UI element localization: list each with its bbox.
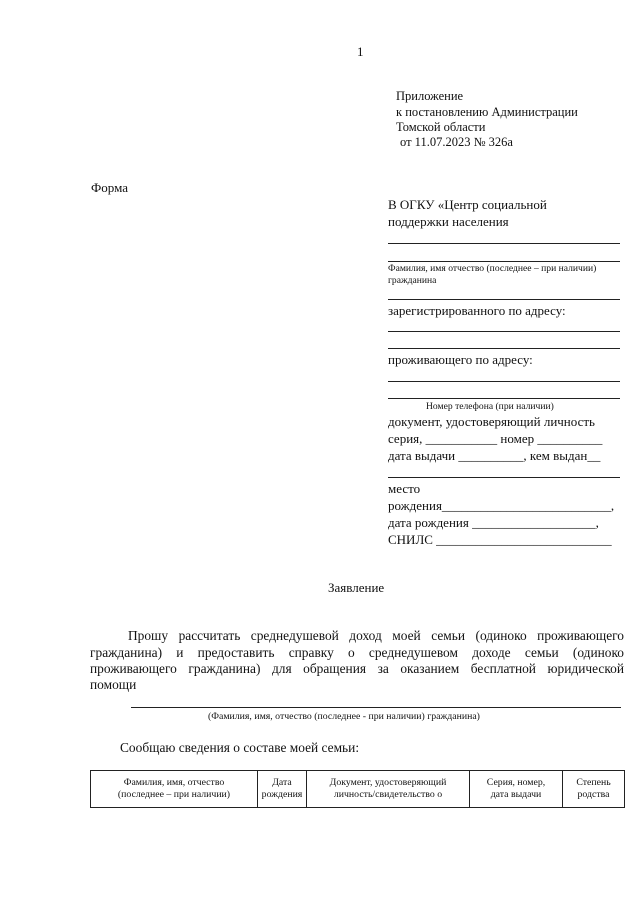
issue-date-field: дата выдачи __________, кем выдан__ <box>388 448 601 463</box>
header-fio-line-1: Фамилия, имя, отчество <box>123 777 225 788</box>
header-relation-line-2: родства <box>577 789 610 800</box>
form-label: Форма <box>91 180 128 195</box>
blank-line-1 <box>388 299 620 300</box>
document-title: Заявление <box>328 580 385 595</box>
birthdate-field: дата рождения ___________________, <box>388 515 599 530</box>
header-birthdate-line-1: Дата <box>272 777 292 788</box>
phone-line <box>388 398 620 399</box>
applicant-fio-line <box>131 707 621 708</box>
applicant-fio-caption: (Фамилия, имя, отчество (последнее - при наличии) гражданина) <box>208 711 480 722</box>
recipient-line-2: поддержки населения <box>388 214 509 229</box>
header-fio-line-2: (последнее – при наличии) <box>117 789 231 800</box>
phone-caption: Номер телефона (при наличии) <box>426 401 554 412</box>
header-birthdate-line-2: рождения <box>261 789 303 800</box>
header-series-line-1: Серия, номер, <box>486 777 546 788</box>
birthplace-field: рождения__________________________, <box>388 498 615 513</box>
fio-line-2 <box>388 261 620 262</box>
family-table-header-row <box>91 771 625 808</box>
document-label: документ, удостоверяющий личность <box>388 414 595 429</box>
header-series <box>470 771 563 808</box>
registered-address-label: зарегистрированного по адресу: <box>388 303 566 318</box>
living-address-line-1 <box>388 381 620 382</box>
body-line-1: Прошу рассчитать среднедушевой доход моей семьи (одиноко проживающего <box>128 628 624 643</box>
header-series-line-2: дата выдачи <box>490 789 542 800</box>
issued-by-line <box>388 477 620 478</box>
page-number: 1 <box>357 44 364 59</box>
header-relation <box>563 771 625 808</box>
family-table <box>90 770 625 808</box>
header-relation-line-1: Степень <box>576 777 611 788</box>
header-fio <box>91 771 258 808</box>
body-line-4: помощи <box>90 677 137 692</box>
header-birthdate <box>258 771 307 808</box>
fio-line-1 <box>388 243 620 244</box>
family-intro: Сообщаю сведения о составе моей семьи: <box>120 740 360 755</box>
header-document <box>307 771 470 808</box>
header-line-4: от 11.07.2023 № 326а <box>400 135 513 149</box>
registered-address-line-2 <box>388 348 620 349</box>
header-line-3: Томской области <box>396 120 486 134</box>
series-number-field: серия, ___________ номер __________ <box>388 431 603 446</box>
header-line-1: Приложение <box>396 89 464 103</box>
body-line-3: проживающего гражданина) для обращения за оказанием бесплатной юридической <box>90 661 624 676</box>
snils-field: СНИЛС ___________________________ <box>388 532 612 547</box>
fio-caption-1: Фамилия, имя отчество (последнее – при наличии) <box>388 263 597 274</box>
header-line-2: к постановлению Администрации <box>396 105 578 119</box>
living-address-label: проживающего по адресу: <box>388 352 533 367</box>
header-document-line-1: Документ, удостоверяющий <box>329 777 447 788</box>
recipient-line-1: В ОГКУ «Центр социальной <box>388 197 547 212</box>
fio-caption-2: гражданина <box>388 275 437 286</box>
body-line-2: гражданина) и предоставить справку о среднедушевом доходе семьи (одиноко <box>90 645 624 660</box>
registered-address-line-1 <box>388 331 620 332</box>
birthplace-label: место <box>388 481 421 496</box>
header-document-line-2: личность/свидетельство о <box>333 789 443 800</box>
